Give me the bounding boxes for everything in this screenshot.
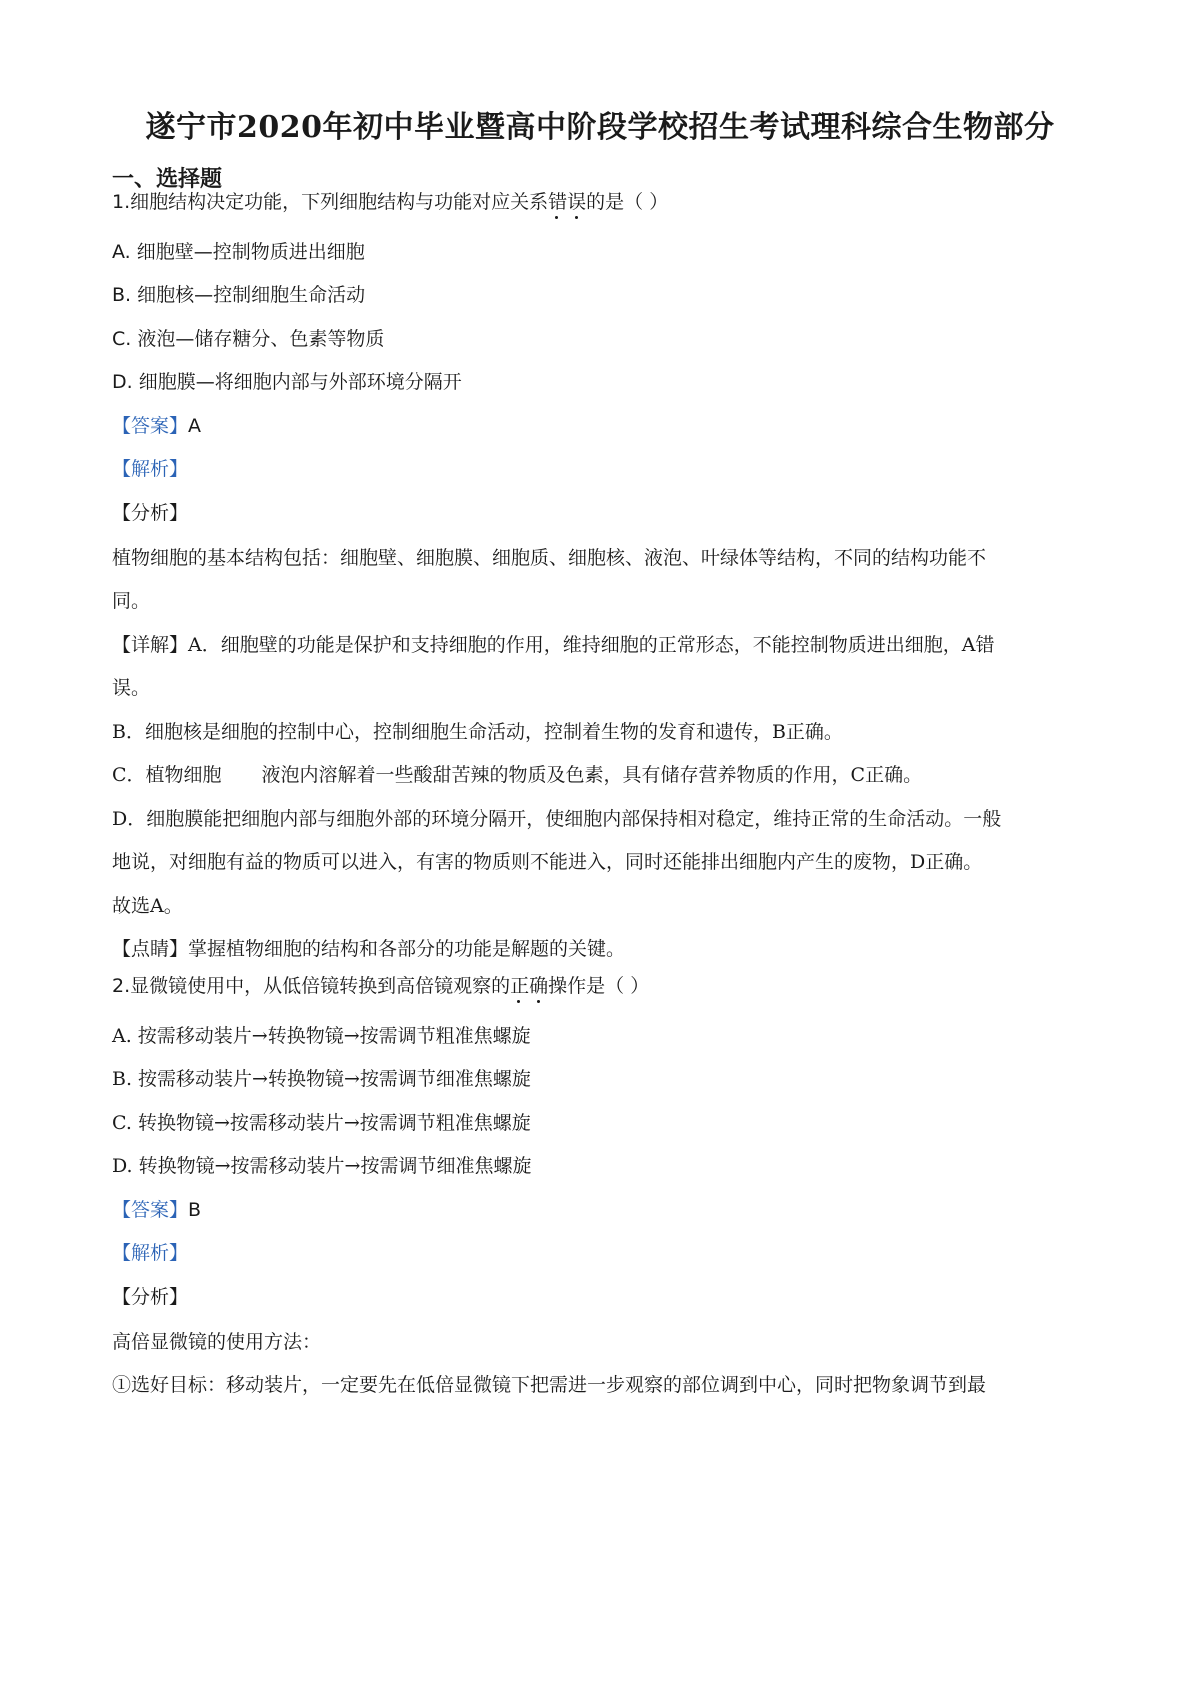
question-1-xiangjie-c <box>112 763 1102 787</box>
question-2-option-b: B. 按需移动装片→转换物镜→按需调节细准焦螺旋 <box>112 1068 531 1090</box>
emphasis-text: 错误 <box>548 191 587 213</box>
question-1-option-b: B. 细胞核—控制细胞生命活动 <box>112 284 366 306</box>
question-1-xiangjie-a <box>112 633 1102 657</box>
question-1-fenxi-label: 【分析】 <box>112 502 189 524</box>
emphasis-dot <box>537 1000 540 1003</box>
dianjing-text: 掌握植物细胞的结构和各部分的功能是解题的关键。 <box>188 938 626 960</box>
question-2-stem-before: 2.显微镜使用中，从低倍镜转换到高倍镜观察的 <box>112 975 511 997</box>
xiangjie-c-part-2: 液泡内溶解着一些酸甜苦辣的物质及色素，具有储存营养物质的作用，C正确。 <box>261 764 923 786</box>
emphasis-dot <box>575 216 578 219</box>
emphasis-dot <box>517 1000 520 1003</box>
xiangjie-c-part-1: C．植物细胞 <box>112 764 222 786</box>
dianjing-label: 【点睛】 <box>112 938 189 960</box>
question-2-option-a: A. 按需移动装片→转换物镜→按需调节粗准焦螺旋 <box>112 1025 531 1047</box>
question-1-option-d: D. 细胞膜—将细胞内部与外部环境分隔开 <box>112 371 462 393</box>
answer-tag: 【答案】 <box>112 1199 189 1221</box>
xiangjie-label: 【详解】 <box>112 634 189 656</box>
answer-value: B <box>188 1199 202 1221</box>
question-2-option-c: C. 转换物镜→按需移动装片→按需调节粗准焦螺旋 <box>112 1112 531 1134</box>
question-1-xiangjie-d-2: 地说，对细胞有益的物质可以进入，有害的物质则不能进入，同时还能排出细胞内产生的废物，D正确。 <box>112 851 983 873</box>
question-2-option-d: D. 转换物镜→按需移动装片→按需调节细准焦螺旋 <box>112 1155 532 1177</box>
question-1-answer <box>112 414 1102 438</box>
question-1-stem-after: 的是（ ） <box>586 191 669 213</box>
question-2-fenxi-text-2: ①选好目标：移动装片，一定要先在低倍显微镜下把需进一步观察的部位调到中心，同时把物象调节到最 <box>112 1374 987 1396</box>
question-1-option-a: A. 细胞壁—控制物质进出细胞 <box>112 241 365 263</box>
question-1-option-c: C. 液泡—储存糖分、色素等物质 <box>112 328 385 350</box>
question-2-fenxi-text-1: 高倍显微镜的使用方法： <box>112 1331 322 1353</box>
question-2-stem-emphasis <box>510 975 548 997</box>
question-1-xiangjie-a-cont: 误。 <box>112 677 151 699</box>
question-1-fenxi-text-1: 植物细胞的基本结构包括：细胞壁、细胞膜、细胞质、细胞核、液泡、叶绿体等结构，不同的结构功能不 <box>112 547 987 569</box>
emphasis-dot <box>555 216 558 219</box>
question-1-analysis-tag: 【解析】 <box>112 458 189 480</box>
question-2-fenxi-label: 【分析】 <box>112 1286 189 1308</box>
question-2-stem-after: 操作是（ ） <box>548 975 650 997</box>
question-1-xiangjie-b: B．细胞核是细胞的控制中心，控制细胞生命活动，控制着生物的发育和遗传，B正确。 <box>112 721 843 743</box>
question-2-answer <box>112 1198 1102 1222</box>
question-1-xiangjie-d-1: D．细胞膜能把细胞内部与细胞外部的环境分隔开，使细胞内部保持相对稳定，维持正常的生命活动。一般 <box>112 808 1002 830</box>
question-1-stem <box>112 190 1102 214</box>
answer-value: A <box>188 415 202 437</box>
page-title: 遂宁市2020年初中毕业暨高中阶段学校招生考试理科综合生物部分 <box>145 110 1055 145</box>
question-2-stem <box>112 974 1102 998</box>
question-1-fenxi-text-2: 同。 <box>112 590 151 612</box>
answer-tag: 【答案】 <box>112 415 189 437</box>
xiangjie-a-text: A．细胞壁的功能是保护和支持细胞的作用，维持细胞的正常形态，不能控制物质进出细胞，A错 <box>188 634 995 656</box>
question-2-analysis-tag: 【解析】 <box>112 1242 189 1264</box>
question-1-stem-emphasis <box>548 191 586 213</box>
question-1-dianjing <box>112 937 1102 961</box>
question-1-conclusion: 故选A。 <box>112 895 183 917</box>
emphasis-text: 正确 <box>510 975 549 997</box>
question-1-stem-before: 1.细胞结构决定功能，下列细胞结构与功能对应关系 <box>112 191 549 213</box>
section-heading: 一、选择题 <box>112 166 223 192</box>
